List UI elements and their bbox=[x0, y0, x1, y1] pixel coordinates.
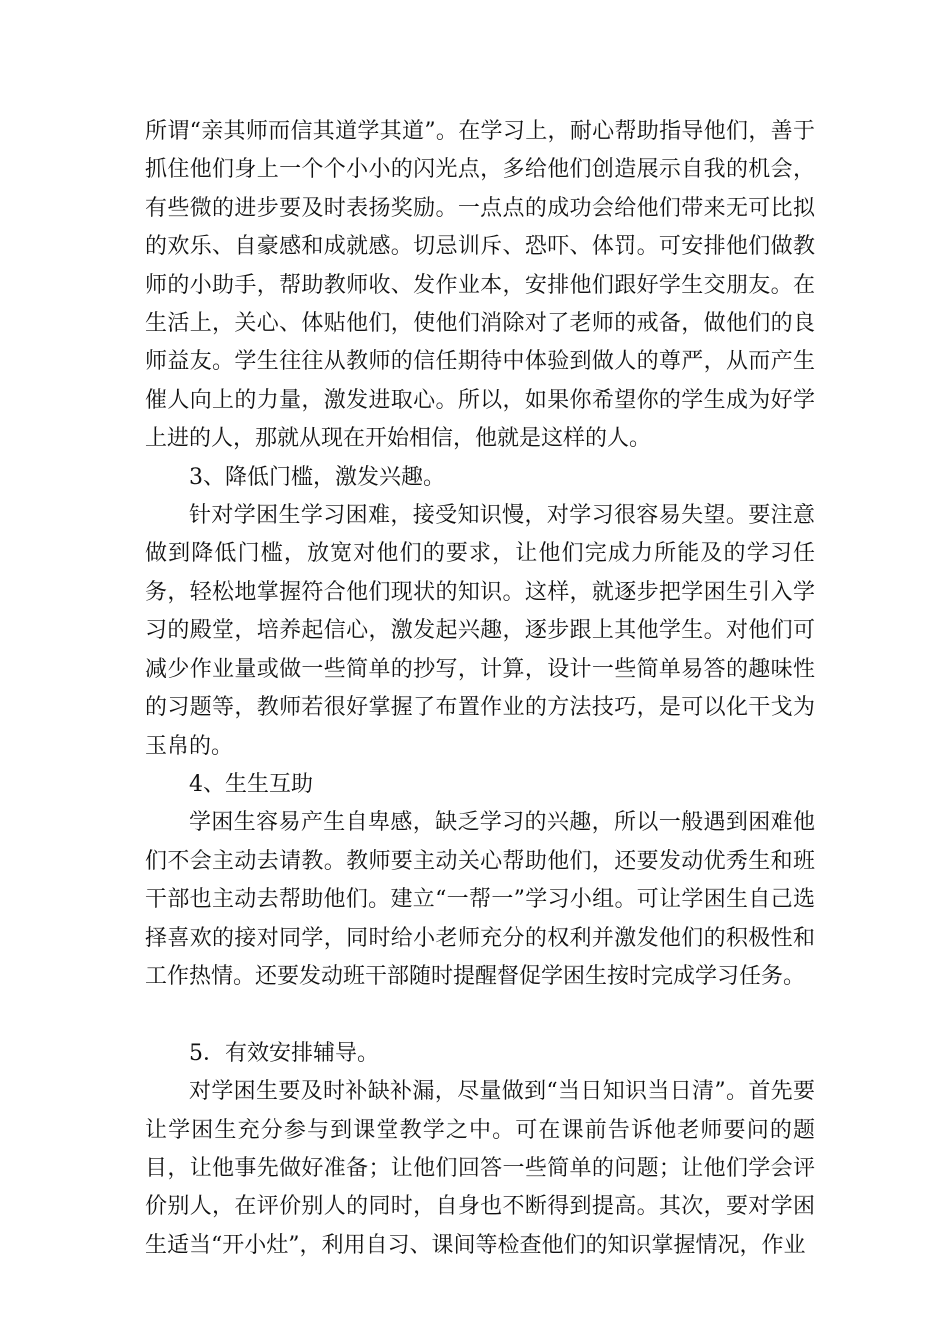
document-body bbox=[145, 113, 815, 1265]
paragraph-tutoring: 对学困生要及时补缺补漏，尽量做到“当日知识当日清”。首先要让学困生充分参与到课堂教学之中。可在课前告诉他老师要问的题目，让他事先做好准备；让他们回答一些简单的问题；让他们学会评价别人，在评价别人的同时，自身也不断得到提高。其次，要对学困生适当“开小灶”，利用自习、课间等检查他们的知识掌握情况，作业 bbox=[145, 1079, 815, 1258]
heading-peer-help: 4、生生互助 bbox=[189, 771, 313, 797]
heading-lower-threshold: 3、降低门槛，激发兴趣。 bbox=[189, 464, 445, 490]
paragraph-lower-threshold: 针对学困生学习困难，接受知识慢，对学习很容易失望。要注意做到降低门槛，放宽对他们的要求，让他们完成力所能及的学习任务，轻松地掌握符合他们现状的知识。这样，就逐步把学困生引入学习的殿堂，培养起信心，激发起兴趣，逐步跟上其他学生。对他们可减少作业量或做一些简单的抄写，计算，设计一些简单易答的趣味性的习题等，教师若很好掌握了布置作业的方法技巧，是可以化干戈为玉帛的。 bbox=[145, 503, 815, 759]
paragraph-teacher-trust: 所谓“亲其师而信其道学其道”。在学习上，耐心帮助指导他们，善于抓住他们身上一个个小小的闪光点，多给他们创造展示自我的机会，有些微的进步要及时表扬奖励。一点点的成功会给他们带来无可比拟的欢乐、自豪感和成就感。切忌训斥、恐吓、体罚。可安排他们做教师的小助手，帮助教师收、发作业本，安排他们跟好学生交朋友。在生活上，关心、体贴他们，使他们消除对了老师的戒备，做他们的良师益友。学生往往从教师的信任期待中体验到做人的尊严，从而产生催人向上的力量，激发进取心。所以，如果你希望你的学生成为好学上进的人，那就从现在开始相信，他就是这样的人。 bbox=[145, 119, 815, 452]
paragraph-peer-help: 学困生容易产生自卑感，缺乏学习的兴趣，所以一般遇到困难他们不会主动去请教。教师要主动关心帮助他们，还要发动优秀生和班干部也主动去帮助他们。建立“一帮一”学习小组。可让学困生自己选择喜欢的接对同学，同时给小老师充分的权利并激发他们的积极性和工作热情。还要发动班干部随时提醒督促学困生按时完成学习任务。 bbox=[145, 810, 815, 989]
heading-tutoring: 5．有效安排辅导。 bbox=[189, 1040, 379, 1066]
paragraph-spacer bbox=[145, 996, 815, 1034]
